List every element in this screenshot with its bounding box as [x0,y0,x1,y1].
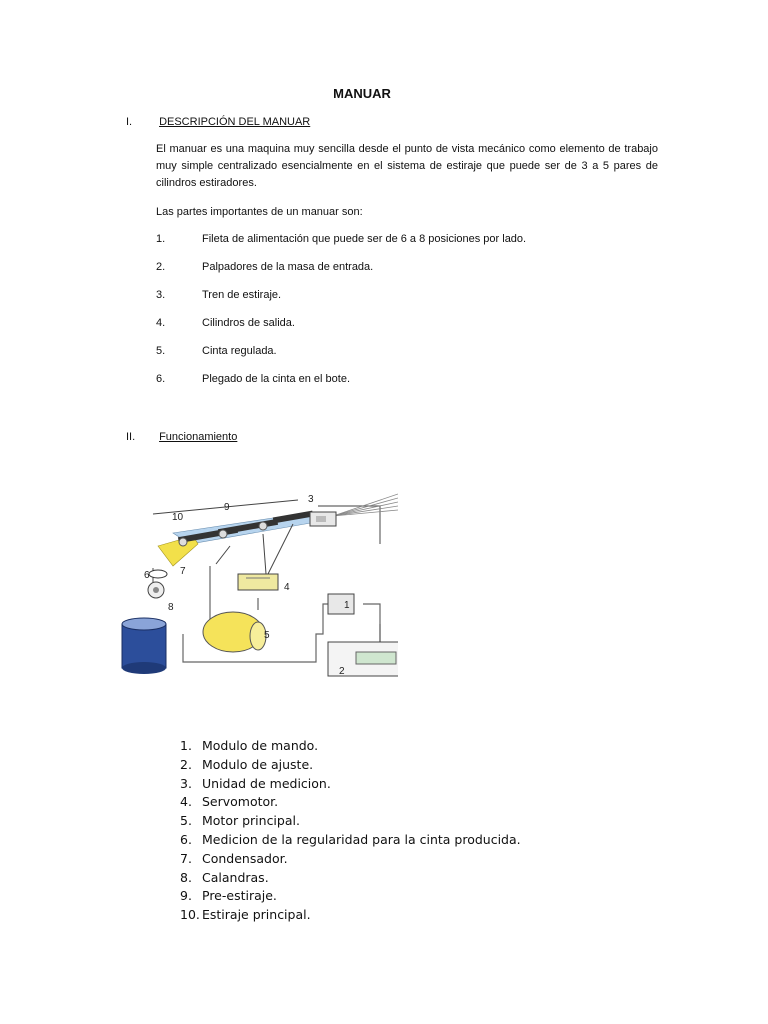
parts-list-item [156,373,350,385]
parts-item-number: 1. [156,233,166,245]
parts-item-text: Fileta de alimentación que puede ser de 6 a 8 posiciones por lado. [202,233,527,245]
section-2-heading [126,431,237,443]
diagram-label: 8 [168,602,174,613]
legend-number: 7. [180,850,192,866]
legend-number: 8. [180,869,192,885]
section-1-number: I. [126,116,133,128]
diagram-label: 5 [264,630,270,641]
legend-number: 10. [180,907,200,923]
diagram-label: 2 [339,666,345,677]
section-1-heading [126,116,310,128]
legend-number: 9. [180,888,192,904]
section-2-title: Funcionamiento [159,431,238,443]
legend-item [180,756,521,775]
legend-text: Condensador. [202,850,288,866]
parts-item-number: 2. [156,261,166,273]
sliver-can [122,618,166,674]
calender-rollers [148,570,167,598]
parts-list-item [156,345,277,357]
legend-item [180,737,521,756]
drawframe-diagram [118,486,398,690]
parts-list-item [156,233,526,245]
control-module [328,594,354,614]
legend-item [180,812,521,831]
legend-text: Medicion de la regularidad para la cinta producida. [202,831,521,847]
parts-item-number: 6. [156,373,166,385]
legend-text: Modulo de mando. [202,738,319,753]
legend-text: Motor principal. [202,813,300,829]
legend-text: Unidad de medicion. [202,775,331,791]
parts-item-text: Cinta regulada. [202,345,277,357]
legend-item [180,869,521,888]
parts-list-item [156,289,281,301]
measuring-unit [310,512,336,526]
legend-number: 6. [180,831,192,847]
parts-item-text: Tren de estiraje. [202,289,282,301]
legend-text: Pre-estiraje. [202,888,277,904]
diagram-label: 7 [180,566,186,577]
intro-paragraph: El manuar es una maquina muy sencilla desde el punto de vista mecánico como elemento de trabajo muy simple centralizado esencialmente en el sistema de estiraje que puede ser de 3 a 5 pares de cilindros estiradores. [156,143,658,189]
parts-list-item [156,317,295,329]
parts-item-number: 4. [156,317,166,329]
diagram-label: 1 [344,600,350,611]
legend-item [180,887,521,906]
diagram-label: 9 [224,502,230,513]
legend-item [180,831,521,850]
parts-item-text: Cilindros de salida. [202,317,295,329]
parts-item-number: 5. [156,345,166,357]
parts-item-text: Palpadores de la masa de entrada. [202,261,374,273]
legend-list [180,737,521,925]
parts-item-text: Plegado de la cinta en el bote. [202,373,351,385]
legend-item [180,850,521,869]
legend-item [180,793,521,812]
parts-list-item [156,261,373,273]
page-title: MANUAR [333,86,391,101]
diagram-label: 4 [284,582,290,593]
legend-number: 5. [180,813,192,829]
legend-text: Modulo de ajuste. [202,756,314,772]
diagram-label: 6 [144,570,150,581]
legend-text: Servomotor. [202,794,279,810]
legend-number: 4. [180,794,192,810]
legend-text: Calandras. [202,869,269,885]
sliver-fibers [333,494,398,516]
legend-number: 2. [180,756,192,772]
parts-item-number: 3. [156,289,166,301]
servomotor [238,574,278,590]
parts-intro: Las partes importantes de un manuar son: [156,206,363,218]
main-motor [203,612,266,652]
legend-item [180,906,521,925]
diagram-label: 3 [308,494,314,505]
legend-text: Estiraje principal. [202,907,311,923]
legend-number: 1. [180,738,192,753]
legend-item [180,775,521,794]
section-1-title: DESCRIPCIÓN DEL MANUAR [159,116,311,128]
legend-number: 3. [180,775,192,791]
diagram-label: 10 [172,512,184,523]
section-2-number: II. [126,431,136,443]
